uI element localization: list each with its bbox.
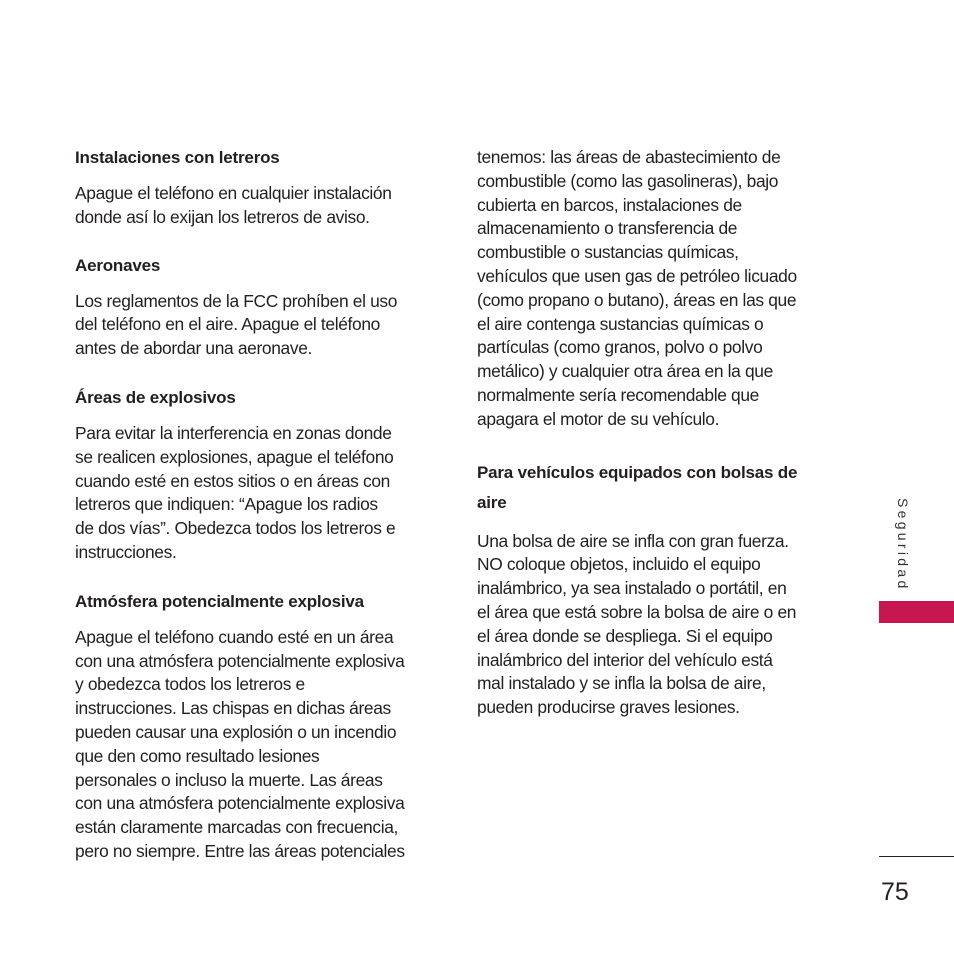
left-column (75, 146, 435, 864)
section-body-explosivos: Para evitar la interferencia en zonas donde se realicen explosiones, apague el teléfono cuando esté en estos sitios o en áreas con letreros que indiquen: “Apague los radios de dos vías”. Obedezca todos los letreros e instrucciones. (75, 422, 396, 562)
section-heading-explosivos: Áreas de explosivos (75, 387, 236, 407)
section-body-instalaciones: Apague el teléfono en cualquier instalación donde así lo exijan los letreros de aviso. (75, 183, 392, 227)
section-heading-bolsas-de-aire: Para vehículos equipados con bolsas de aire (477, 462, 798, 512)
right-column (477, 146, 837, 720)
section-heading-instalaciones: Instalaciones con letreros (75, 148, 280, 167)
continuation-text: tenemos: las áreas de abastecimiento de combustible (como las gasolineras), bajo cubierta en barcos, instalaciones de almacenamiento o transferencia de combustible o sustancias químicas, vehículos que usen gas de petróleo licuado (como propano o butano), áreas en las que el aire contenga sustancias químicas o partículas (como granos, polvo o polvo metálico) y cualquier otra área en la que normalmente sería recomendable que apagara el motor de su vehículo. (477, 147, 797, 429)
section-body-atmosfera: Apague el teléfono cuando esté en un área con una atmósfera potencialmente explosiva y obedezca todos los letreros e instrucciones. Las chispas en dichas áreas pueden causar una explosión o un incendio que den como resultado lesiones personales o incluso la muerte. Las áreas con una atmósfera potencialmente explosiva están claramente marcadas con frecuencia, pero no siempre. Entre las áreas potenciales (75, 626, 405, 861)
section-body-bolsas-de-aire: Una bolsa de aire se infla con gran fuerza. NO coloque objetos, incluido el equipo inalámbrico, ya sea instalado o portátil, en el área que está sobre la bolsa de aire o en el área donde se despliega. Si el equipo inalámbrico del interior del vehículo está mal instalado y se infla la bolsa de aire, pueden producirse graves lesiones. (477, 530, 797, 718)
section-heading-aeronaves: Aeronaves (75, 255, 161, 275)
section-side-label: Seguridad (895, 498, 911, 592)
section-body-aeronaves: Los reglamentos de la FCC prohíben el uso del teléfono en el aire. Apague el teléfono antes de abordar una aeronave. (75, 290, 398, 359)
page-number: 75 (881, 878, 909, 906)
section-heading-atmosfera: Atmósfera potencialmente explosiva (75, 591, 364, 611)
section-tab-marker (879, 601, 954, 623)
footer-divider (879, 856, 954, 857)
